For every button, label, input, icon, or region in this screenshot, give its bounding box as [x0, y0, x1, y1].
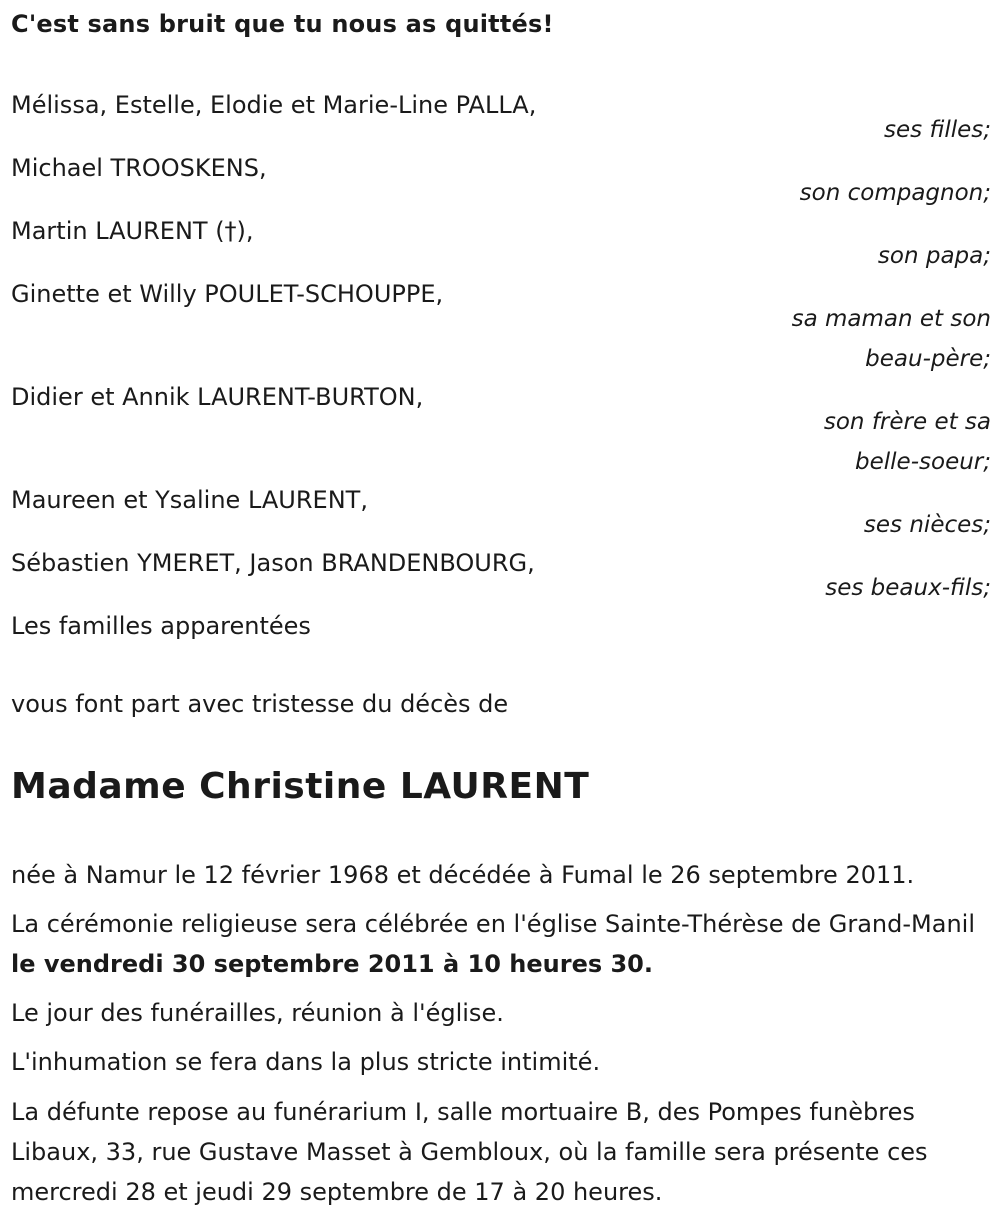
family-member-name: Sébastien YMERET, Jason BRANDENBOURG, [11, 549, 535, 577]
family-member-name: Mélissa, Estelle, Elodie et Marie-Line PALLA, [11, 91, 537, 119]
family-member-relation: ses nièces; [863, 512, 991, 538]
family-member-name: Michael TROOSKENS, [11, 154, 267, 182]
ceremony-text: La cérémonie religieuse sera célébrée en l'église Sainte-Thérèse de Grand-Manil [11, 910, 975, 938]
family-member-relation: son frère et sa belle-soeur; [823, 409, 991, 475]
reunion-line: Le jour des funérailles, réunion à l'église. [11, 999, 504, 1027]
ceremony-date: le vendredi 30 septembre 2011 à 10 heures 30. [11, 950, 653, 978]
family-member-relation: sa maman et son beau-père; [791, 306, 991, 372]
burial-line: L'inhumation se fera dans la plus stricte intimité. [11, 1048, 601, 1076]
ceremony-paragraph [11, 904, 991, 984]
visitation-paragraph: La défunte repose au funérarium I, salle mortuaire B, des Pompes funèbres Libaux, 33, rue Gustave Masset à Gembloux, où la famille sera présente ces mercredi 28 et jeudi 29 septembre de 17 à 20 heures. [11, 1098, 928, 1206]
family-member-relation: son papa; [877, 243, 991, 269]
family-member-name: Maureen et Ysaline LAURENT, [11, 486, 368, 514]
family-member-relation: son compagnon; [799, 180, 991, 206]
family-member-name: Didier et Annik LAURENT-BURTON, [11, 383, 424, 411]
announcement-text: vous font part avec tristesse du décès de [11, 690, 509, 718]
tagline: C'est sans bruit que tu nous as quittés! [11, 10, 554, 38]
family-member-name: Martin LAURENT (†), [11, 217, 254, 245]
family-member-name: Les familles apparentées [11, 612, 311, 640]
family-member-relation: ses filles; [884, 117, 991, 143]
family-member-name: Ginette et Willy POULET-SCHOUPPE, [11, 280, 444, 308]
deceased-name: Madame Christine LAURENT [11, 766, 590, 807]
birth-death-line: née à Namur le 12 février 1968 et décédée à Fumal le 26 septembre 2011. [11, 861, 915, 889]
family-member-relation: ses beaux-fils; [825, 575, 991, 601]
